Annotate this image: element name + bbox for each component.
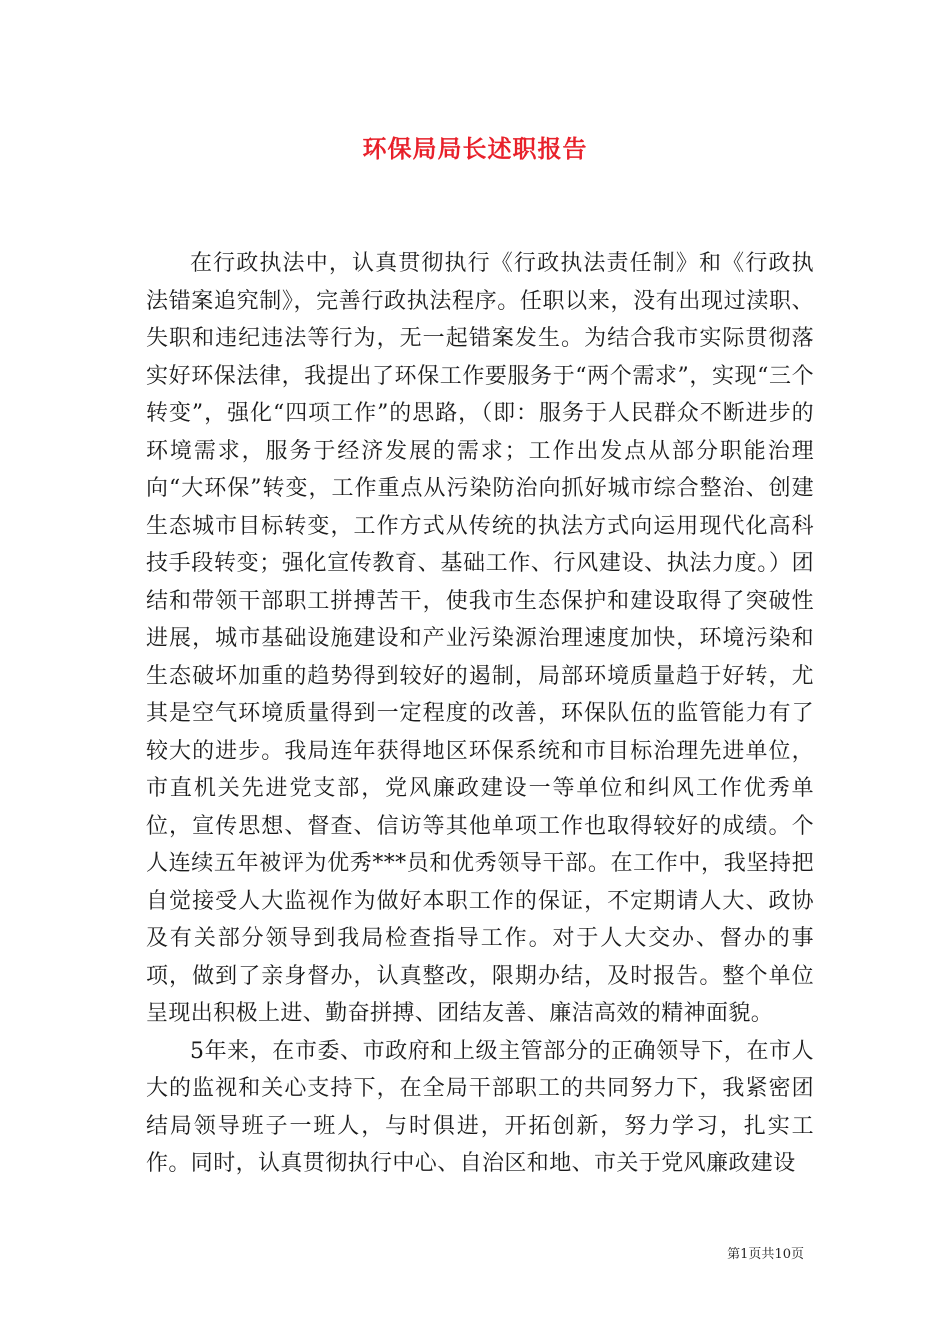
- page-footer: [727, 1246, 804, 1264]
- footer-middle: 页共: [748, 1247, 775, 1262]
- document-body: [146, 245, 814, 1183]
- paragraph-1: 在行政执法中，认真贯彻执行《行政执法责任制》和《行政执法错案追究制》，完善行政执法程序。任职以来，没有出现过渎职、失职和违纪违法等行为，无一起错案发生。为结合我市实际贯彻落实好环保法律，我提出了环保工作要服务于“两个需求”，实现“三个转变”，强化“四项工作”的思路，（即：服务于人民群众不断进步的环境需求，服务于经济发展的需求；工作出发点从部分职能治理向“大环保”转变，工作重点从污染防治向抓好城市综合整治、创建生态城市目标转变，工作方式从传统的执法方式向运用现代化高科技手段转变；强化宣传教育、基础工作、行风建设、执法力度。）团结和带领干部职工拼搏苦干，使我市生态保护和建设取得了突破性进展，城市基础设施建设和产业污染源治理速度加快，环境污染和生态破坏加重的趋势得到较好的遏制，局部环境质量趋于好转，尤其是空气环境质量得到一定程度的改善，环保队伍的监管能力有了较大的进步。我局连年获得地区环保系统和市目标治理先进单位，市直机关先进党支部，党风廉政建设一等单位和纠风工作优秀单位，宣传思想、督查、信访等其他单项工作也取得较好的成绩。个人连续五年被评为优秀***员和优秀领导干部。在工作中，我坚持把自觉接受人大监视作为做好本职工作的保证，不定期请人大、政协及有关部分领导到我局检查指导工作。对于人大交办、督办的事项，做到了亲身督办，认真整改，限期办结，及时报告。整个单位呈现出积极上进、勤奋拼搏、团结友善、廉洁高效的精神面貌。: [146, 251, 814, 1026]
- footer-prefix: 第: [727, 1247, 741, 1262]
- footer-current-page: 1: [740, 1247, 749, 1262]
- footer-suffix: 页: [790, 1247, 804, 1262]
- footer-total-pages: 10: [774, 1247, 791, 1262]
- paragraph-2: 5年来，在市委、市政府和上级主管部分的正确领导下，在市人大的监视和关心支持下，在全局干部职工的共同努力下，我紧密团结局领导班子一班人，与时俱进，开拓创新，努力学习，扎实工作。同时，认真贯彻执行中心、自治区和地、市关于党风廉政建设: [146, 1038, 814, 1176]
- document-title: 环保局局长述职报告: [362, 134, 588, 163]
